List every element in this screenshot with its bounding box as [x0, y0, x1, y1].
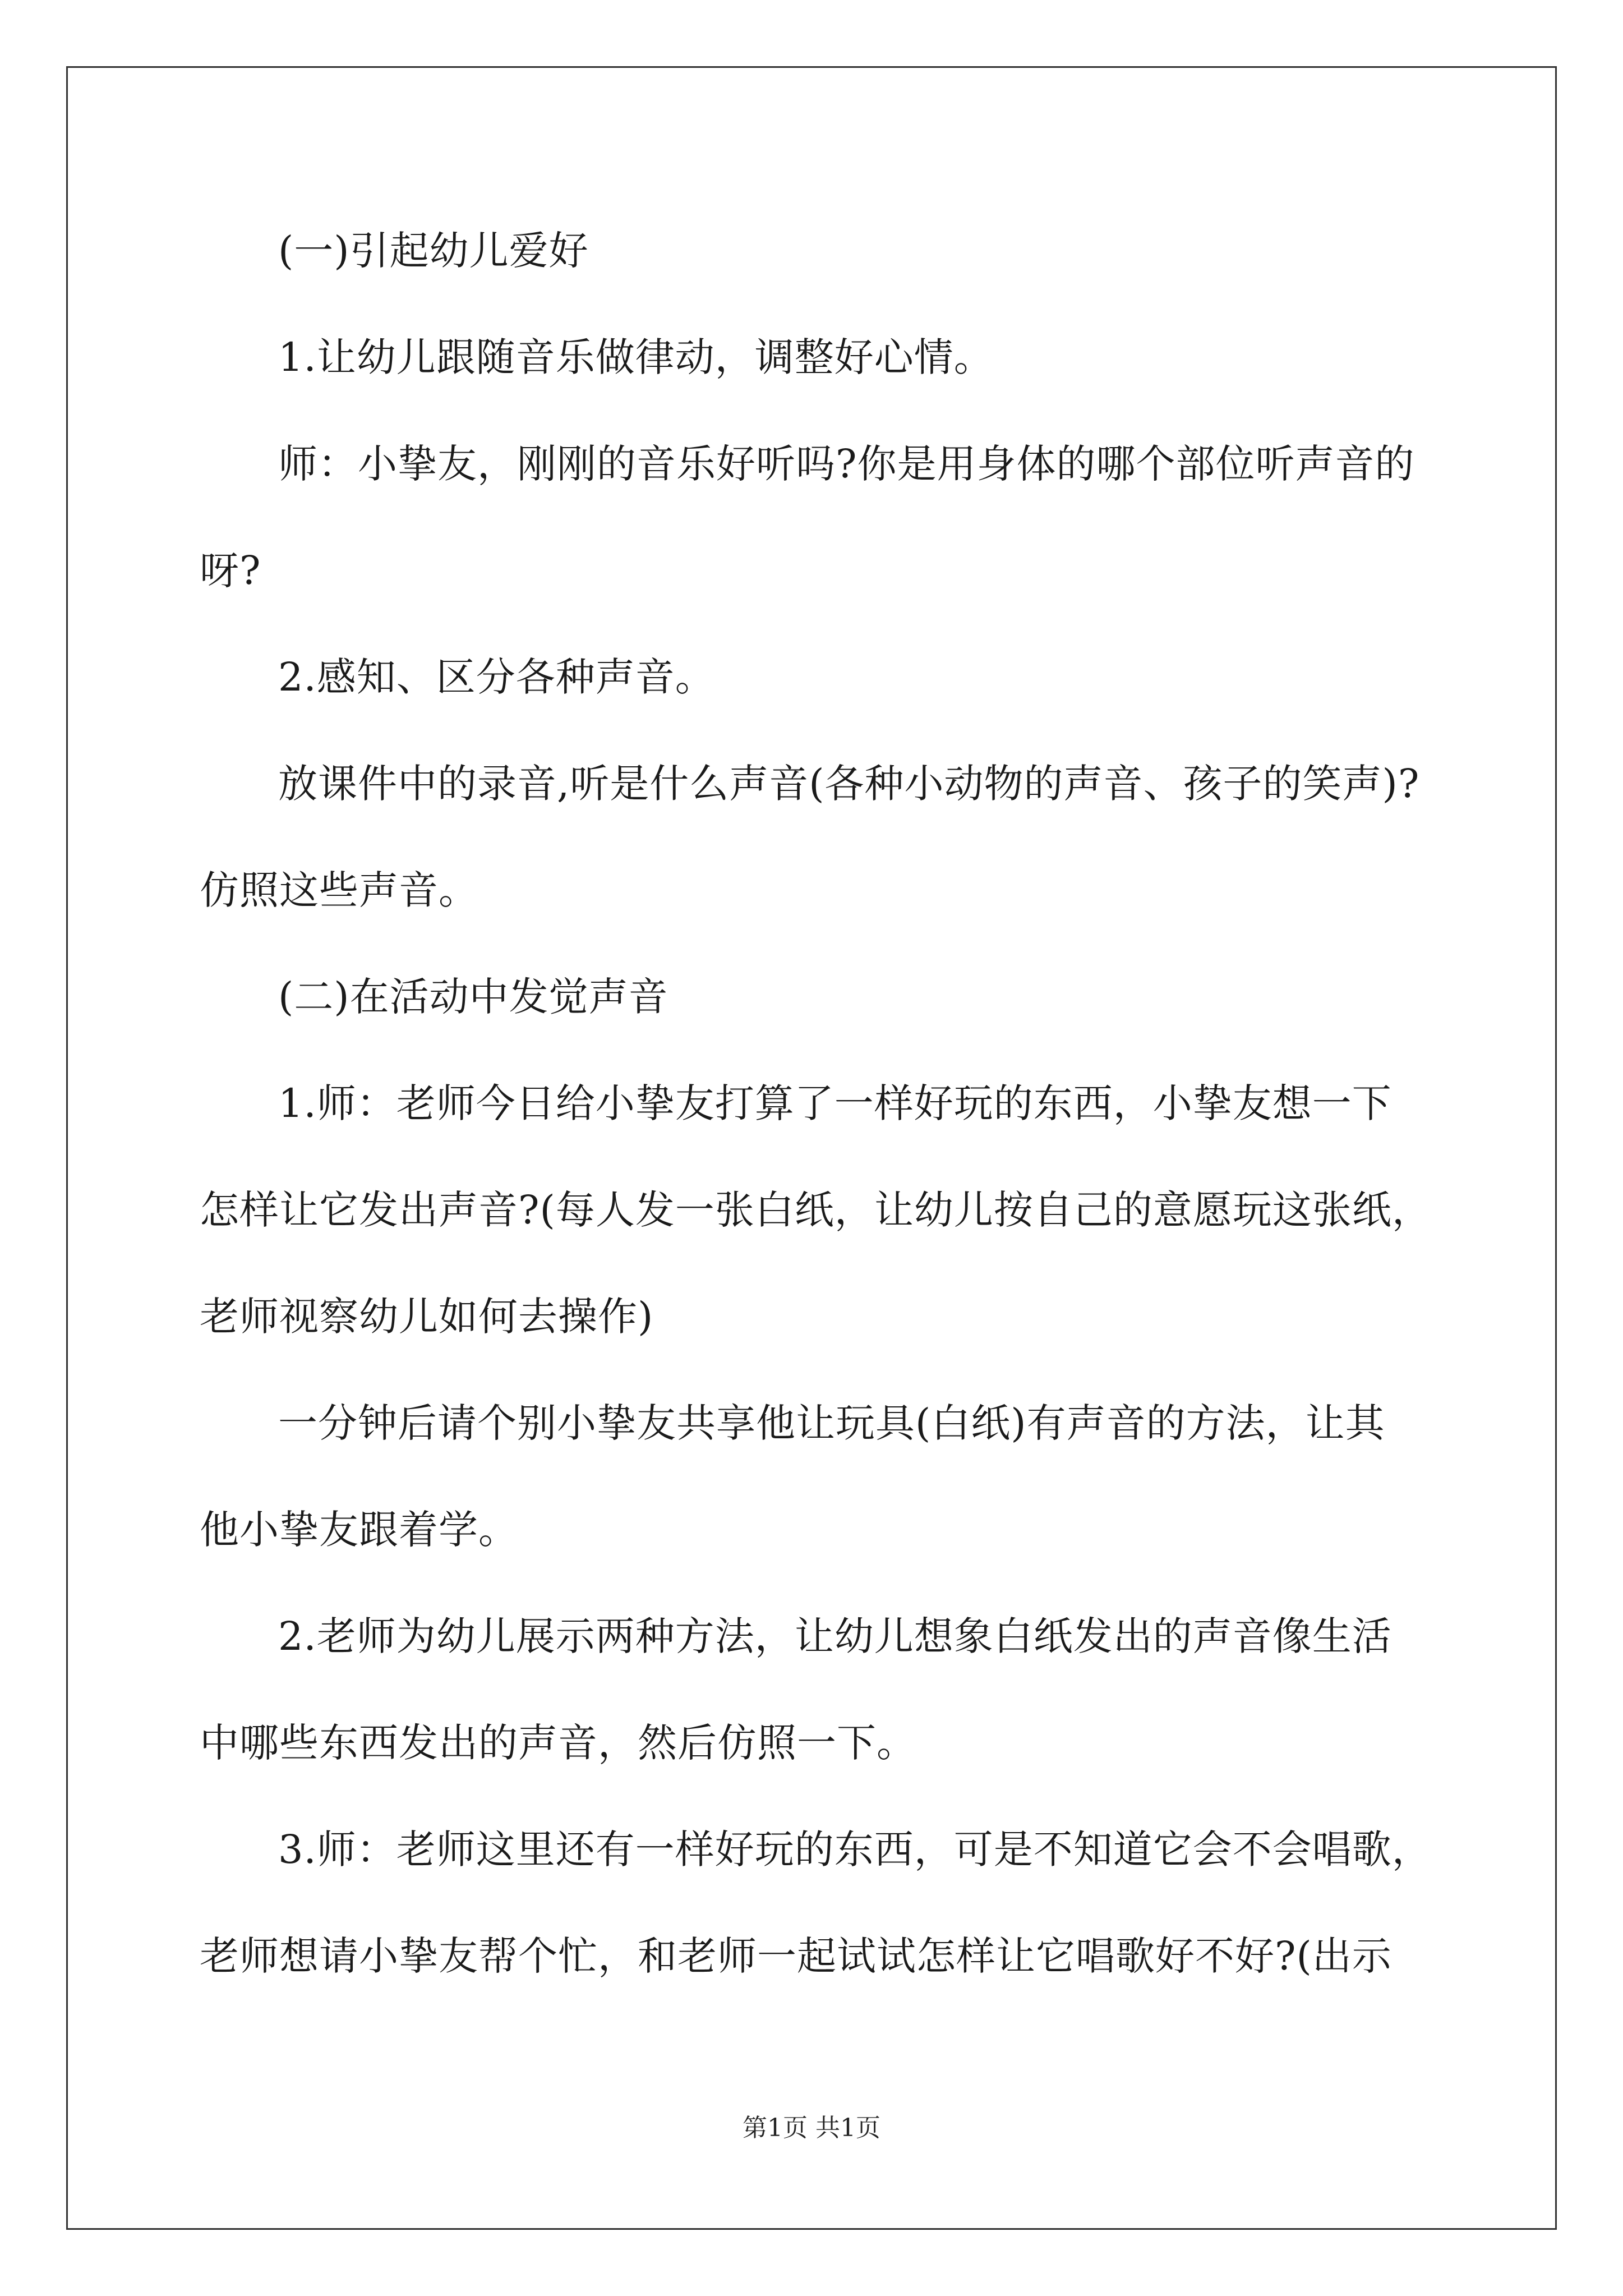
paragraph-line: 放课件中的录音,听是什么声音(各种小动物的声音、孩子的笑声)? — [278, 761, 1420, 807]
paragraph-line: 怎样让它发出声音?(每人发一张白纸，让幼儿按自己的意愿玩这张纸， — [200, 1187, 1432, 1233]
page-footer: 第1页 共1页 — [743, 2114, 880, 2142]
paragraph-line: 中哪些东西发出的声音，然后仿照一下。 — [200, 1720, 916, 1766]
paragraph-line: 老师想请小挚友帮个忙，和老师一起试试怎样让它唱歌好不好?(出示 — [200, 1933, 1392, 1979]
page-border — [66, 66, 1557, 2230]
paragraph-line: 仿照这些声音。 — [200, 867, 478, 913]
paragraph-line: 3.师：老师这里还有一样好玩的东西，可是不知道它会不会唱歌， — [278, 1826, 1432, 1872]
paragraph-line: 1.让幼儿跟随音乐做律动，调整好心情。 — [278, 334, 994, 380]
paragraph-line: 师：小挚友，刚刚的音乐好听吗?你是用身体的哪个部位听声音的 — [278, 441, 1415, 487]
paragraph-line: 2.老师为幼儿展示两种方法，让幼儿想象白纸发出的声音像生活 — [278, 1613, 1392, 1659]
paragraph-line: 2.感知、区分各种声音。 — [278, 654, 715, 700]
paragraph-line: (一)引起幼儿爱好 — [278, 228, 589, 274]
paragraph-line: 呀? — [200, 547, 261, 593]
paragraph-line: 1.师：老师今日给小挚友打算了一样好玩的东西，小挚友想一下 — [278, 1080, 1392, 1126]
paragraph-line: 老师视察幼儿如何去操作) — [200, 1294, 654, 1340]
paragraph-line: 他小挚友跟着学。 — [200, 1507, 518, 1553]
paragraph-line: (二)在活动中发觉声音 — [278, 974, 668, 1020]
paragraph-line: 一分钟后请个别小挚友共享他让玩具(白纸)有声音的方法，让其 — [278, 1400, 1385, 1446]
